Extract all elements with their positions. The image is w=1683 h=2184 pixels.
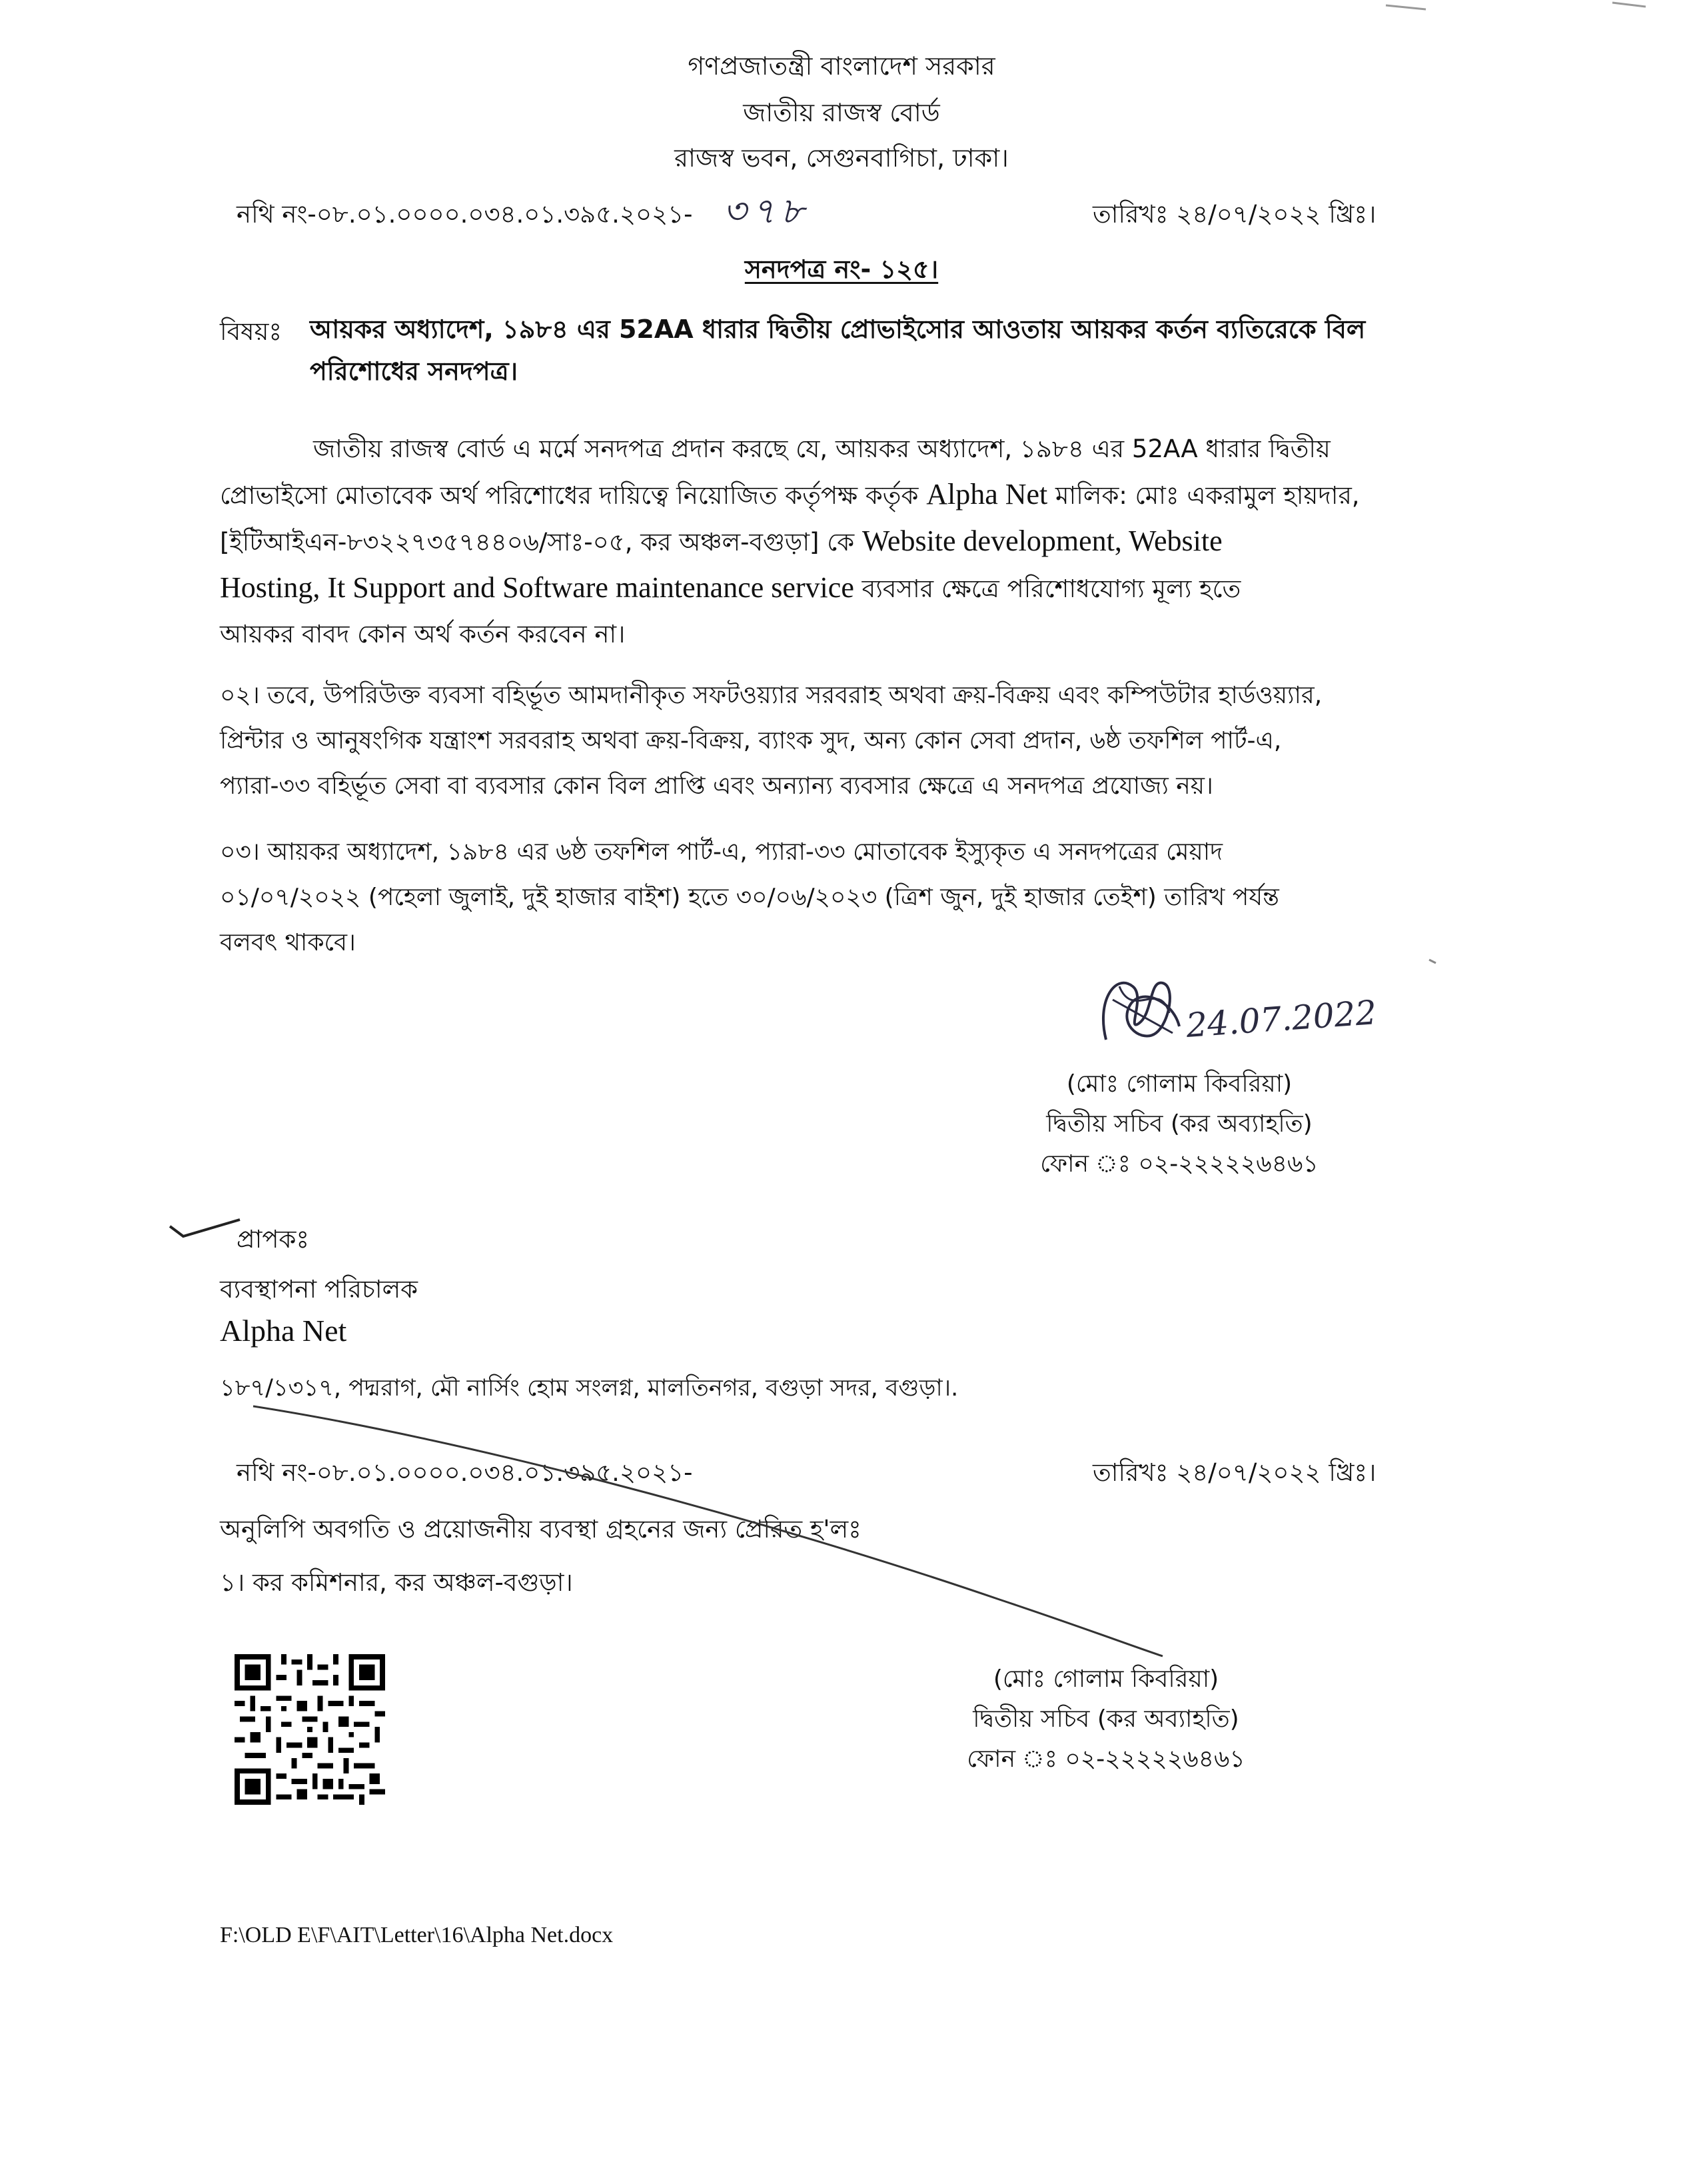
- company-name-inline: Alpha Net: [926, 478, 1048, 511]
- paragraph-1-line-2a: প্রোভাইসো মোতাবেক অর্থ পরিশোধের দায়িত্বে নিয়োজিত কর্তৃপক্ষ কর্তৃক: [220, 481, 919, 510]
- paragraph-1-line-2c: মালিক: মোঃ একরামুল হায়দার,: [1055, 481, 1360, 510]
- header-government: গণপ্রজাতন্ত্রী বাংলাদেশ সরকার: [688, 51, 995, 81]
- signatory-name-2: (মোঃ গোলাম কিবরিয়া): [993, 1665, 1219, 1693]
- header-address: রাজস্ব ভবন, সেগুনবাগিচা, ঢাকা।: [674, 143, 1009, 173]
- paragraph-2: [220, 673, 1402, 809]
- copy-file-number: নথি নং-০৮.০১.০০০০.০৩৪.০১.৩৯৫.২০২১-: [237, 1458, 693, 1487]
- signatory-designation-2: দ্বিতীয় সচিব (কর অব্যাহতি): [973, 1705, 1239, 1733]
- recipient-label: প্রাপকঃ: [237, 1225, 310, 1254]
- recipient-title: ব্যবস্থাপনা পরিচালক: [220, 1275, 418, 1304]
- subject-line-1: আয়কর অধ্যাদেশ, ১৯৮৪ এর 52AA ধারার দ্বিতীয় প্রোভাইসোর আওতায় আয়কর কর্তন ব্যতিরেকে বিল: [310, 315, 1366, 344]
- subject-label: বিষয়ঃ: [220, 317, 282, 346]
- paragraph-3: [220, 830, 1402, 966]
- file-number: নথি নং-০৮.০১.০০০০.০৩৪.০১.৩৯৫.২০২১-: [237, 200, 693, 229]
- signature-block-1: [1013, 1064, 1346, 1184]
- signatory-phone-2: ফোন ঃ ০২-২২২২২৬৪৬১: [967, 1745, 1245, 1773]
- tick-mark: [167, 1213, 247, 1246]
- certificate-number: সনদপত্র নং- ১২৫।: [744, 255, 939, 284]
- paragraph-2-line-2: প্রিন্টার ও আনুষংগিক যন্ত্রাংশ সরবরাহ অথবা ক্রয়-বিক্রয়, ব্যাংক সুদ, অন্য কোন সেবা প্রদান, ৬ষ্ঠ তফশিল পার্ট-এ,: [220, 727, 1282, 754]
- signatory-designation: দ্বিতীয় সচিব (কর অব্যাহতি): [1046, 1110, 1313, 1138]
- paragraph-2-line-3: প্যারা-৩৩ বহির্ভূত সেবা বা ব্যবসার কোন বিল প্রাপ্তি এবং অন্যান্য ব্যবসার ক্ষেত্রে এ সনদপত্র প্রযোজ্য নয়।: [220, 772, 1213, 800]
- paragraph-3-line-2: ০১/০৭/২০২২ (পহেলা জুলাই, দুই হাজার বাইশ) হতে ৩০/০৬/২০২৩ (ত্রিশ জুন, দুই হাজার তেইশ) তারিখ পর্যন্ত: [220, 884, 1279, 911]
- paragraph-1-line-1: জাতীয় রাজস্ব বোর্ড এ মর্মে সনদপত্র প্রদান করছে যে, আয়কর অধ্যাদেশ, ১৯৮৪ এর 52AA ধারার দ্বিতীয়: [313, 435, 1331, 463]
- paragraph-2-line-1: ০২। তবে, উপরিউক্ত ব্যবসা বহির্ভূত আমদানীকৃত সফটওয়্যার সরবরাহ অথবা ক্রয়-বিক্রয় এবং কম্পিউটার হার্ডওয়্যার,: [220, 682, 1323, 709]
- recipient-company: Alpha Net: [220, 1314, 347, 1348]
- paragraph-1-line-2: [220, 472, 1402, 519]
- signature-block-2: [939, 1659, 1273, 1779]
- services-inline-1: Website development, Website: [861, 525, 1223, 557]
- paragraph-1: [220, 427, 1402, 657]
- header-board: জাতীয় রাজস্ব বোর্ড: [743, 98, 940, 127]
- handwritten-number: ৩৭৮: [723, 190, 810, 232]
- paragraph-3-line-1: ০৩। আয়কর অধ্যাদেশ, ১৯৮৪ এর ৬ষ্ঠ তফশিল পার্ট-এ, প্যারা-৩৩ মোতাবেক ইস্যুকৃত এ সনদপত্রের মেয়াদ: [220, 838, 1223, 866]
- paragraph-3-line-3: বলবৎ থাকবে।: [220, 929, 356, 956]
- paragraph-1-line-3a: [ইটিআইএন-৮৩২২৭৩৫৭৪৪০৬/সাঃ-০৫, কর অঞ্চল-বগুড়া] কে: [220, 528, 855, 556]
- signatory-phone: ফোন ঃ ০২-২২২২২৬৪৬১: [1040, 1150, 1319, 1178]
- paragraph-1-line-5: আয়কর বাবদ কোন অর্থ কর্তন করবেন না।: [220, 620, 626, 648]
- signature-scribble-1: [1093, 960, 1193, 1060]
- copy-intro: অনুলিপি অবগতি ও প্রয়োজনীয় ব্যবস্থা গ্রহনের জন্য প্রেরিত হ'লঃ: [220, 1515, 861, 1544]
- qr-code: [235, 1654, 385, 1805]
- signature-date-1: 24.07.2022: [1185, 993, 1378, 1045]
- paragraph-1-line-4b: ব্যবসার ক্ষেত্রে পরিশোধযোগ্য মূল্য হতে: [861, 574, 1241, 603]
- paragraph-1-line-4: [220, 565, 1402, 612]
- services-inline-2: Hosting, It Support and Software maintenance service: [220, 571, 854, 604]
- signatory-name: (মোঃ গোলাম কিবরিয়া): [1066, 1070, 1293, 1098]
- reference-date: তারিখঃ ২৪/০৭/২০২২ খ্রিঃ।: [1093, 200, 1377, 229]
- file-path: F:\OLD E\F\AIT\Letter\16\Alpha Net.docx: [220, 1923, 614, 1947]
- paragraph-1-line-3: [220, 519, 1402, 565]
- subject-line-2: পরিশোধের সনদপত্র।: [310, 357, 518, 386]
- copy-date: তারিখঃ ২৪/০৭/২০২২ খ্রিঃ।: [1093, 1458, 1377, 1487]
- recipient-address: ১৮৭/১৩১৭, পদ্মরাগ, মৌ নার্সিং হোম সংলগ্ন, মালতিনগর, বগুড়া সদর, বগুড়া।.: [220, 1375, 959, 1402]
- copy-item-1: ১। কর কমিশনার, কর অঞ্চল-বগুড়া।: [220, 1568, 573, 1597]
